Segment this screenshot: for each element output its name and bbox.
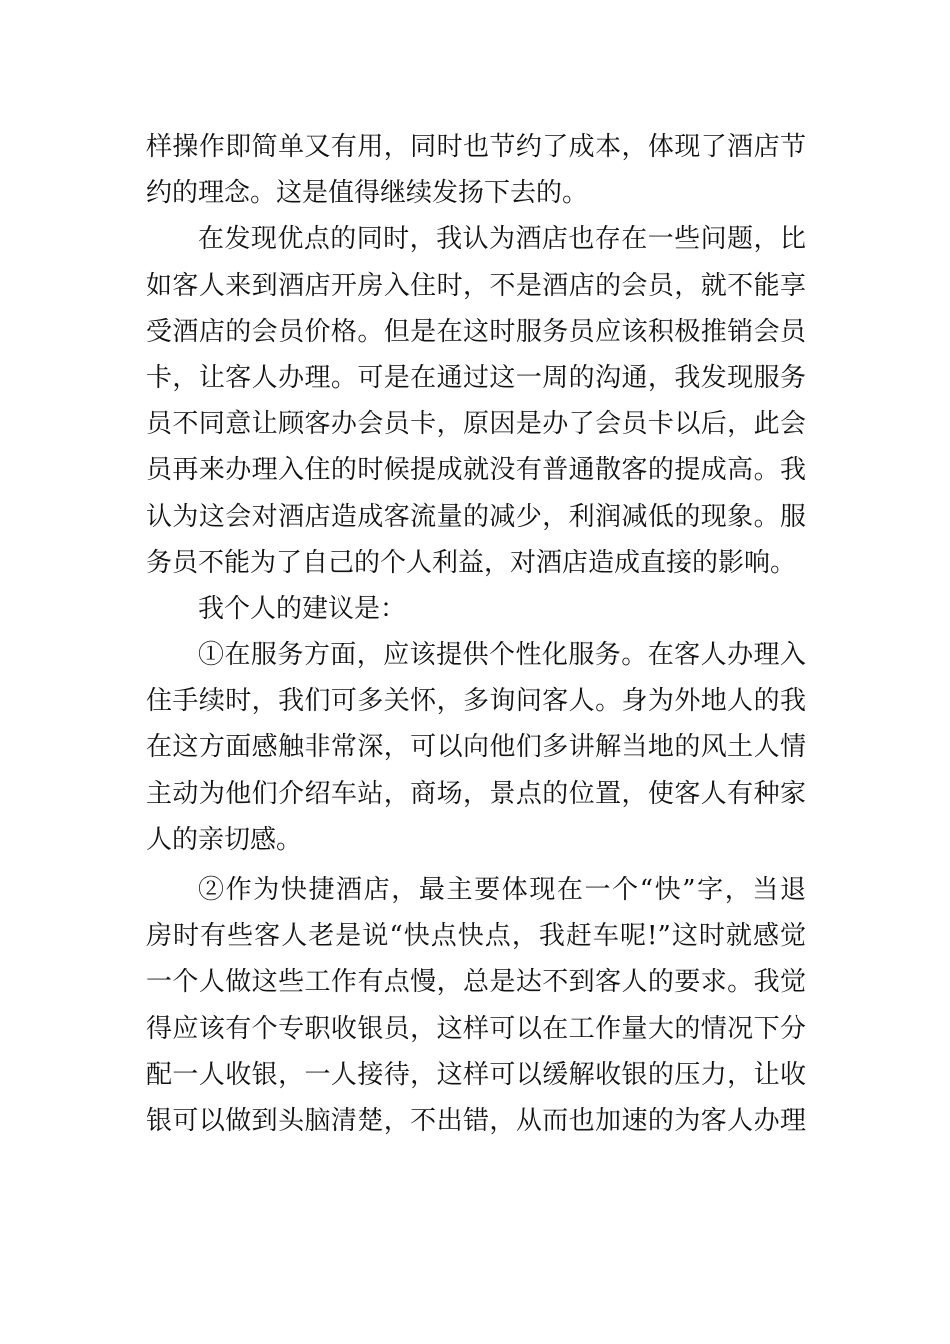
document-body xyxy=(146,124,806,1144)
text-line: ①在服务方面，应该提供个性化服务。在客人办理入 xyxy=(198,640,806,671)
paragraph-suggestion-2 xyxy=(146,867,806,1144)
text-line: 在这方面感触非常深，可以向他们多讲解当地的风土人情 xyxy=(146,732,806,763)
text-line: 人的亲切感。 xyxy=(146,824,303,855)
text-line: 银可以做到头脑清楚，不出错，从而也加速的为客人办理 xyxy=(146,1105,806,1136)
text-line: 员不同意让顾客办会员卡，原因是办了会员卡以后，此会 xyxy=(146,409,806,440)
text-line: 在发现优点的同时，我认为酒店也存在一些问题，比 xyxy=(198,224,806,255)
text-line: 配一人收银，一人接待，这样可以缓解收银的压力，让收 xyxy=(146,1059,806,1090)
text-line: 如客人来到酒店开房入住时，不是酒店的会员，就不能享 xyxy=(146,270,806,301)
text-line: 样操作即简单又有用，同时也节约了成本，体现了酒店节 xyxy=(146,132,806,162)
text-line: 房时有些客人老是说“快点快点，我赶车呢!”这时就感觉 xyxy=(146,921,806,952)
paragraph-problem xyxy=(146,216,806,586)
paragraph-suggestion-heading xyxy=(146,586,806,632)
text-line: 卡，让客人办理。可是在通过这一周的沟通，我发现服务 xyxy=(146,362,806,393)
text-line: 认为这会对酒店造成客流量的减少，利润减低的现象。服 xyxy=(146,501,806,532)
paragraph-continuation xyxy=(146,124,806,216)
text-line: 得应该有个专职收银员，这样可以在工作量大的情况下分 xyxy=(146,1013,806,1044)
text-line: 约的理念。这是值得继续发扬下去的。 xyxy=(146,178,589,209)
text-line: 主动为他们介绍车站，商场，景点的位置，使客人有种家 xyxy=(146,778,806,809)
text-line: 员再来办理入住的时候提成就没有普通散客的提成高。我 xyxy=(146,455,806,486)
text-line: 我个人的建议是： xyxy=(198,593,407,624)
text-line: 务员不能为了自己的个人利益，对酒店造成直接的影响。 xyxy=(146,547,797,578)
paragraph-suggestion-1 xyxy=(146,632,806,863)
text-line: ②作为快捷酒店，最主要体现在一个“快”字，当退 xyxy=(198,875,806,905)
text-line: 受酒店的会员价格。但是在这时服务员应该积极推销会员 xyxy=(146,316,806,347)
text-line: 住手续时，我们可多关怀，多询问客人。身为外地人的我 xyxy=(146,686,806,717)
text-line: 一个人做这些工作有点慢，总是达不到客人的要求。我觉 xyxy=(146,967,806,998)
